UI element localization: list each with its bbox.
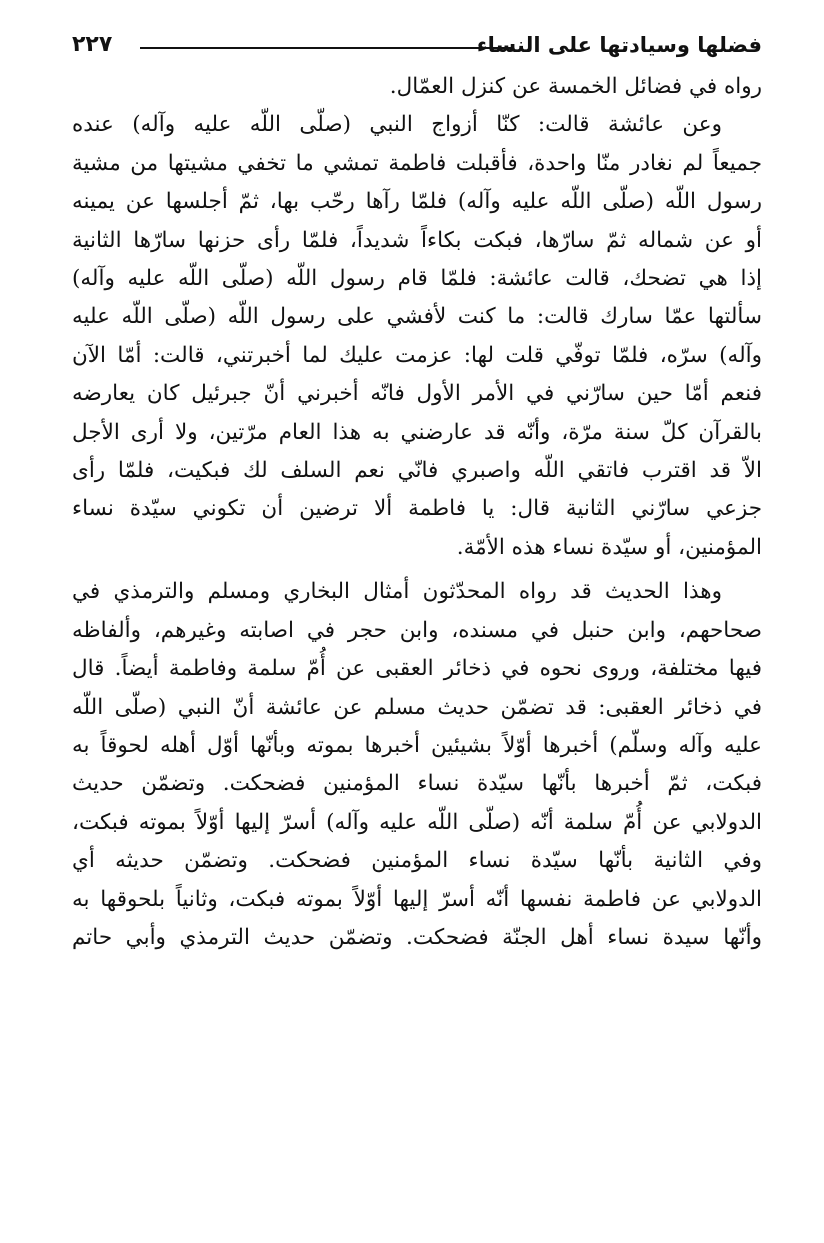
paragraph bbox=[72, 106, 762, 567]
text-line: الاّ قد اقترب فاتقي اللّه واصبري فانّي نعم السلف لك فبكيت، فلمّا رأى bbox=[72, 458, 762, 484]
text-line: فيها مختلفة، وروى نحوه في ذخائر العقبى عن أُمّ سلمة وفاطمة أيضاً. قال bbox=[72, 656, 762, 682]
body-text bbox=[72, 68, 762, 957]
text-line: وأنّها سيدة نساء أهل الجنّة فضحكت. وتضمّن حديث الترمذي وأبي حاتم bbox=[72, 924, 762, 950]
text-line: المؤمنين، أو سيّدة نساء هذه الأمّة. bbox=[456, 534, 762, 560]
text-line: أو عن شماله ثمّ سارّها، فبكت بكاءاً شديداً، فلمّا رأى حزنها سارّها الثانية bbox=[72, 227, 762, 253]
text-line: فنعم أمّا حين سارّني في الأمر الأول فانّه أخبرني أنّ جبرئيل كان يعارضه bbox=[72, 381, 762, 407]
text-line: وآله) سرّه، فلمّا توفّي قلت لها: عزمت عليك لما أخبرتني، قالت: أمّا الآن bbox=[72, 342, 762, 368]
running-header bbox=[72, 30, 762, 60]
text-line: عليه وآله وسلّم) أخبرها أوّلاً بشيئين أخبرها بموته وبأنّها أوّل أهله لحوقاً به bbox=[72, 732, 762, 758]
text-line: بالقرآن كلّ سنة مرّة، وأنّه قد عارضني به هذا العام مرّتين، ولا أرى الأجل bbox=[72, 419, 762, 445]
text-line: وفي الثانية بأنّها سيّدة نساء المؤمنين فضحكت. وتضمّن حديثه أي bbox=[72, 848, 762, 874]
text-line: فبكت، ثمّ أخبرها بأنّها سيّدة نساء المؤمنين فضحكت. وتضمّن حديث bbox=[72, 771, 762, 797]
paragraph bbox=[72, 68, 762, 106]
text-line: وعن عائشة قالت: كنّا أزواج النبي (صلّى اللّه عليه وآله) عنده bbox=[72, 112, 722, 138]
text-line: سألتها عمّا سارك قالت: ما كنت لأفشي على رسول اللّه (صلّى اللّه عليه bbox=[72, 304, 762, 330]
text-line: الدولابي عن فاطمة نفسها أنّه أسرّ إليها أوّلاً بموته فبكت، وثانياً بلحوقها به bbox=[72, 886, 762, 912]
text-line: جزعي سارّني الثانية قال: يا فاطمة ألا ترضين أن تكوني سيّدة نساء bbox=[72, 496, 762, 522]
text-line: جميعاً لم نغادر منّا واحدة، فأقبلت فاطمة تمشي ما تخفي مشيتها من مشية bbox=[72, 150, 762, 176]
text-line: رواه في فضائل الخمسة عن كنزل العمّال. bbox=[389, 74, 762, 99]
text-line: رسول اللّه (صلّى اللّه عليه وآله) فلمّا رآها رحّب بها، ثمّ أجلسها عن يمينه bbox=[72, 189, 762, 215]
text-line: إذا هي تضحك، قالت عائشة: فلمّا قام رسول اللّه (صلّى اللّه عليه وآله) bbox=[72, 266, 762, 292]
text-line: الدولابي عن أُمّ سلمة أنّه (صلّى اللّه عليه وآله) أسرّ إليها أوّلاً بموته فبكت، bbox=[72, 809, 762, 835]
text-line: في ذخائر العقبى: قد تضمّن حديث مسلم عن عائشة أنّ النبي (صلّى اللّه bbox=[72, 694, 762, 720]
header-rule bbox=[140, 47, 512, 49]
text-line: صحاحهم، وابن حنبل في مسنده، وابن حجر في اصابته وغيرهم، وألفاظه bbox=[72, 617, 762, 643]
text-line: وهذا الحديث قد رواه المحدّثون أمثال البخاري ومسلم والترمذي في bbox=[72, 579, 722, 605]
running-header-title: فضلها وسيادتها على النساء bbox=[476, 33, 762, 57]
page-number: ٢٢٧ bbox=[72, 32, 113, 57]
paragraph bbox=[72, 573, 762, 957]
